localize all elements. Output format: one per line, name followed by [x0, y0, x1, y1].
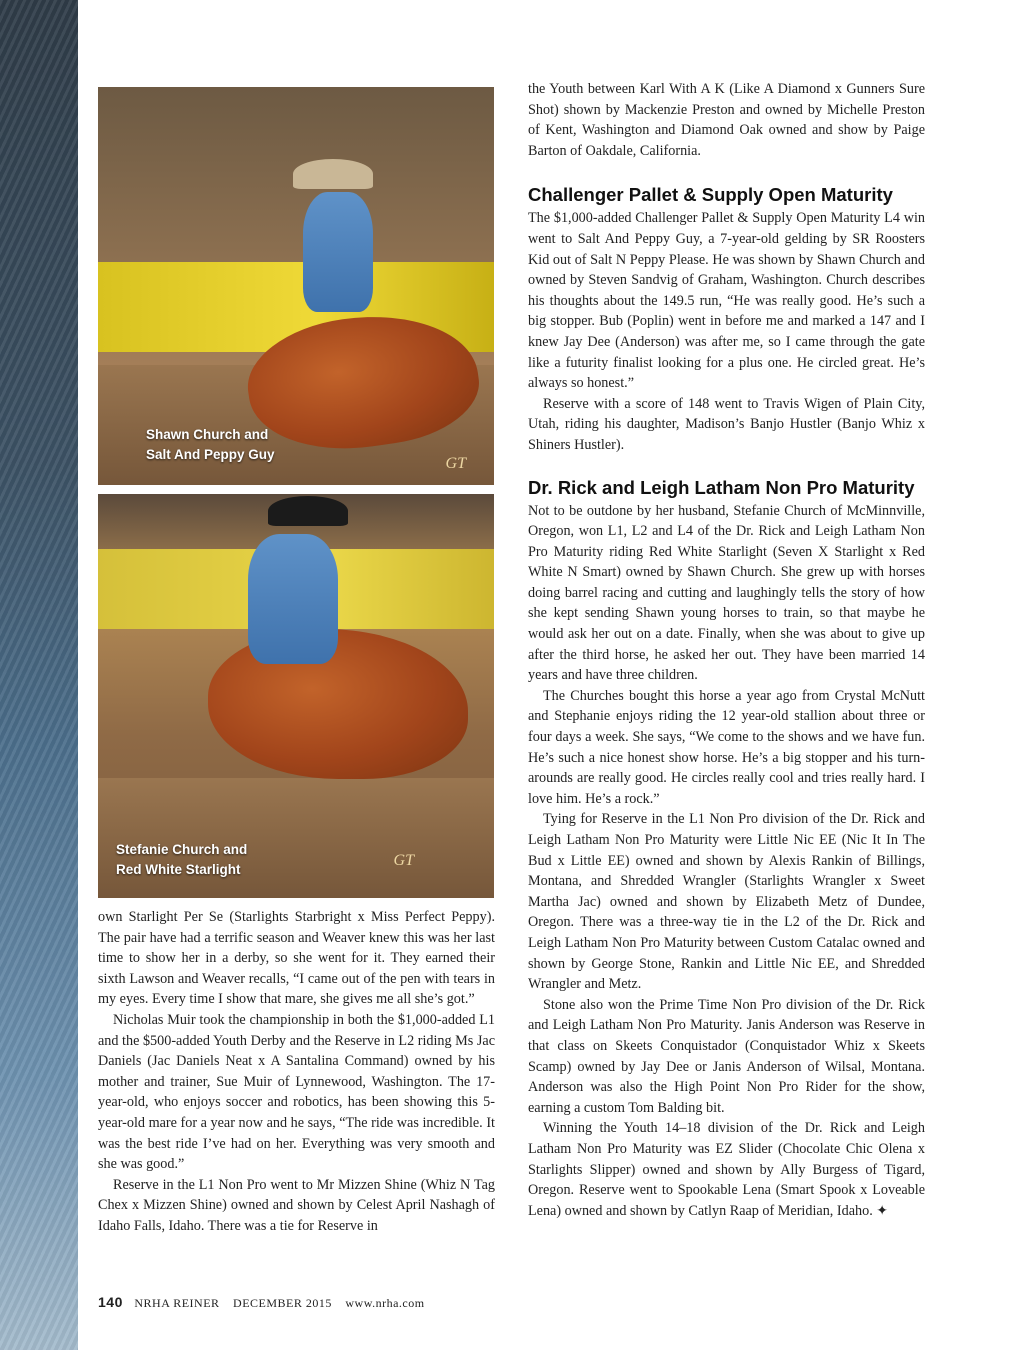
paragraph: Winning the Youth 14–18 division of the Dr. Rick and Leigh Latham Non Pro Maturity was EZ Slider (Chocolate Chic Olena x Starlights Slipper) owned and shown by Ally Burgess of Tigard, Oregon. Reserve went to Spookable Lena (Smart Spook x Loveable Lena) owned and shown by Catlyn Raap of Meridian, Idaho. ✦: [528, 1120, 925, 1219]
photo-caption: [146, 425, 275, 465]
rider-shape: [303, 192, 373, 312]
section-heading: Challenger Pallet & Supply Open Maturity: [528, 184, 893, 206]
left-column: [98, 907, 495, 1237]
paragraph: The Churches bought this horse a year ago from Crystal McNutt and Stephanie enjoys riding the 12 year-old stallion about three or four days a week. She says, “We come to the shows and we have fun. He’s such a nice honest show horse. He’s a big stopper and his turn-arounds are really good. He circles really cool and tries really hard. I love him. He’s a rock.”: [528, 687, 925, 807]
paragraph: The $1,000-added Challenger Pallet & Supply Open Maturity L4 win went to Salt And Peppy Guy, a 7-year-old gelding by SR Roosters Kid out of Salt N Peppy Please. He was shown by Shawn Church and owned by Steven Sandvig of Graham, Washington. Church describes his thoughts about the 149.5 run, “He was really good. He’s such a big stopper. Bub (Poplin) went in before me and marked a 147 and I knew Jay Dee (Anderson) was after me, so I came through the gate like a futurity finalist looking for a plus one. He circled great. He’s always so honest.”: [528, 210, 925, 392]
paragraph: Nicholas Muir took the championship in both the $1,000-added L1 and the $500-added Youth Derby and the Reserve in L2 riding Ms Jac Daniels (Jac Daniels Neat x A Santalina Command) owned by his mother and trainer, Sue Muir of Lynnewood, Washington. The 17-year-old, who enjoys soccer and robotics, has been showing this 5-year-old mare for a year now and he says, “The ride was incredible. It was the best ride I’ve had on her. Everything was very smooth and she was good.”: [98, 1011, 495, 1173]
caption-line: Red White Starlight: [116, 862, 241, 877]
paragraph: Stone also won the Prime Time Non Pro division of the Dr. Rick and Leigh Latham Non Pro Maturity. Janis Anderson was Reserve in that class on Skeets Conquistador (Conquistador Whiz x Skeets Scamp) owned by Jay Dee or Janis Anderson of Wilsal, Montana. Anderson was also the High Point Non Pro Rider for the show, earning a custom Tom Balding bit.: [528, 996, 925, 1116]
hat-shape: [268, 496, 348, 526]
paragraph: Reserve in the L1 Non Pro went to Mr Mizzen Shine (Whiz N Tag Chex x Mizzen Shine) owned and shown by Celest April Nashagh of Idaho Falls, Idaho. There was a tie for Reserve in: [98, 1176, 495, 1234]
right-column: [528, 79, 925, 1221]
photo-shawn-church: [98, 87, 494, 485]
page-edge-decoration: [0, 0, 78, 1350]
paragraph: own Starlight Per Se (Starlights Starbright x Miss Perfect Peppy). The pair have had a terrific season and Weaver knew this was her last time to show her in a derby, so she went for it. They earned their sixth Lawson and Weaver recalls, “I came out of the pen with tears in my eyes. Every time I show that mare, she gives me all she’s got.”: [98, 909, 495, 1008]
paragraph: Not to be outdone by her husband, Stefanie Church of McMinnville, Oregon, won L1, L2 and L4 of the Dr. Rick and Leigh Latham Non Pro Maturity riding Red White Starlight (Seven X Starlight x Red White N Smart) owned by Shawn Church. She grew up with horses doing barrel racing and cutting and laughingly tells the story of how she kept sending Shawn young horses to train, so that maybe he would ask her out on a date. Finally, when she was about to give up after the third horse, he asked her out. They have been married 14 years and have three children.: [528, 502, 925, 684]
arena-ground: [98, 778, 494, 898]
page-number: 140: [98, 1294, 123, 1310]
hat-shape: [293, 159, 373, 189]
section-heading: Dr. Rick and Leigh Latham Non Pro Maturity: [528, 476, 915, 498]
photo-credit-mark: GT: [445, 455, 466, 472]
page-footer: [98, 1294, 435, 1311]
website-url: www.nrha.com: [345, 1296, 425, 1310]
rider-shape: [248, 534, 338, 664]
paragraph: Reserve with a score of 148 went to Travis Wigen of Plain City, Utah, riding his daughter, Madison’s Banjo Hustler (Banjo Whiz x Shiners Hustler).: [528, 395, 925, 453]
photo-credit-mark: GT: [393, 852, 414, 869]
caption-line: Stefanie Church and: [116, 842, 248, 857]
photo-caption: [116, 840, 247, 880]
horse-shape: [208, 629, 468, 779]
photo-stefanie-church: [98, 494, 494, 898]
issue-date: DECEMBER 2015: [233, 1296, 332, 1310]
caption-line: Salt And Peppy Guy: [146, 447, 275, 462]
magazine-name: NRHA REINER: [134, 1296, 220, 1310]
paragraph: the Youth between Karl With A K (Like A Diamond x Gunners Sure Shot) shown by Mackenzie Preston and owned by Michelle Preston of Kent, Washington and Diamond Oak owned and show by Paige Barton of Oakdale, California.: [528, 81, 925, 159]
paragraph: Tying for Reserve in the L1 Non Pro division of the Dr. Rick and Leigh Latham Non Pro Maturity were Little Nic EE (Nic It In The Bud x Little EE) owned and shown by Alexis Rankin of Billings, Montana, and Shredded Wrangler (Starlights Wrangler x Sweet Martha Jac) owned and shown by Elizabeth Metz of Dundee, Oregon. There was a three-way tie in the L2 of the Dr. Rick and Leigh Latham Non Pro Maturity between Custom Catalac owned and shown by George Stone, Rankin and Little Nic EE, and Shredded Wrangler and Metz.: [528, 811, 925, 993]
caption-line: Shawn Church and: [146, 427, 269, 442]
